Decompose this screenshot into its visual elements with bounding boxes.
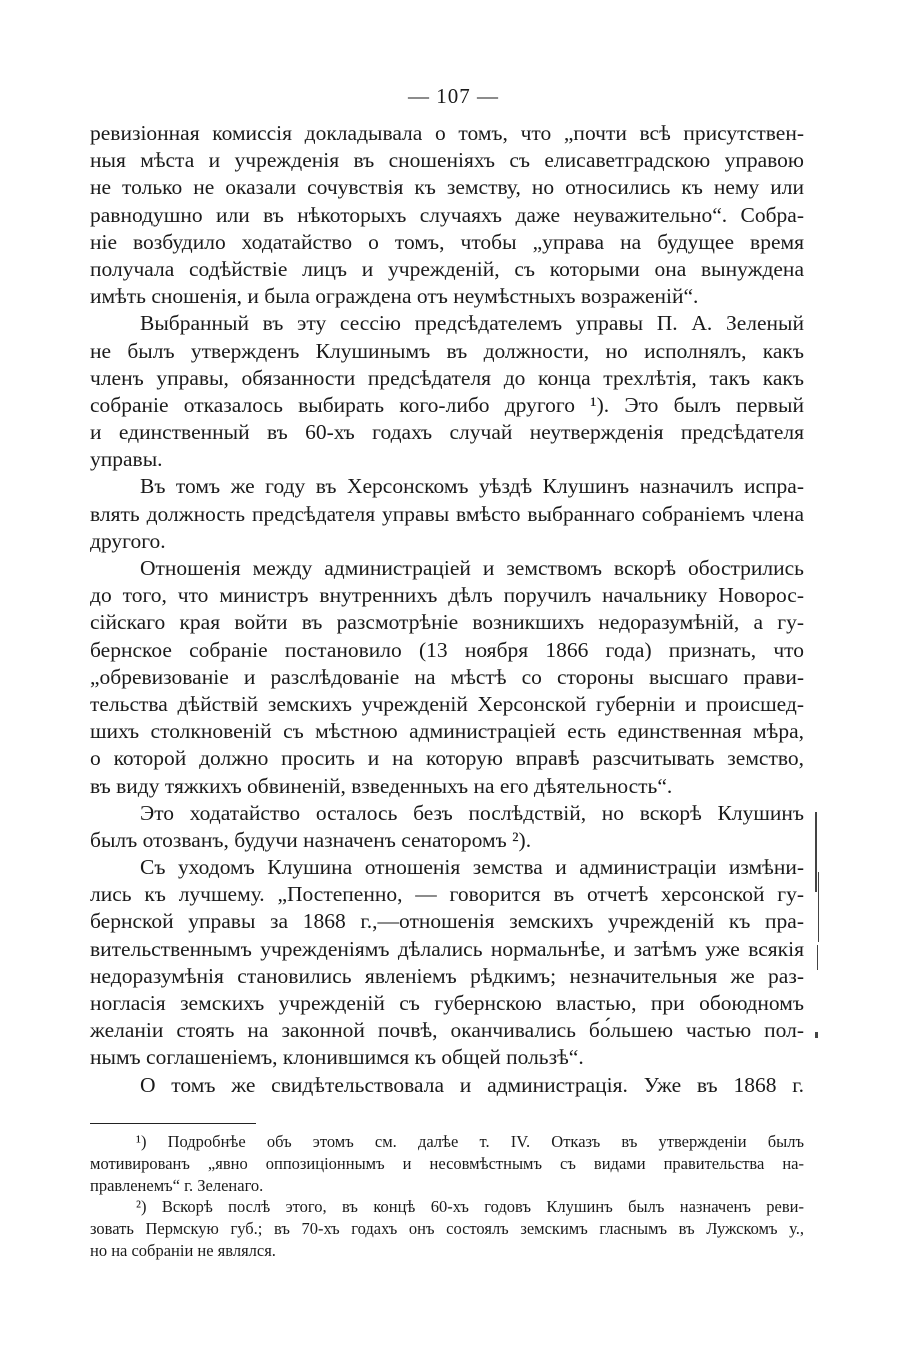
footnote-line: мотивированъ „явно оппозиціоннымъ и несовмѣстнымъ съ видами правительства на- <box>90 1153 804 1173</box>
text-line: ніе возбудило ходатайство о томъ, чтобы „управа на будущее время <box>90 229 804 254</box>
text-line: не былъ утвержденъ Клушинымъ въ должности, но исполнялъ, какъ <box>90 338 804 363</box>
text-line: и единственный въ 60-хъ годахъ случай неутвержденія предсѣдателя <box>90 420 804 445</box>
text-line: бернское собраніе постановило (13 ноября 1866 года) признать, что <box>90 637 804 662</box>
text-line: влять должность предсѣдателя управы вмѣсто выбраннаго собраніемъ члена <box>90 501 804 526</box>
text-line: ревизіонная комиссія докладывала о томъ, что „почти всѣ присутствен- <box>90 121 804 145</box>
text-line: бернской управы за 1868 г.,—отношенія земскихъ учрежденій къ пра- <box>90 909 804 934</box>
text-line: недоразумѣнія становились явленіемъ рѣдкимъ; незначительныя же раз- <box>90 963 804 988</box>
text-line: шихъ столкновеній съ мѣстною администраціей есть единственная мѣра, <box>90 719 804 744</box>
text-line: тельства дѣйствій земскихъ учрежденій Херсонской губерніи и происшед- <box>90 691 804 716</box>
footnote-line: ¹) Подробнѣе объ этомъ см. далѣе т. IV. Отказъ въ утвержденіи былъ <box>136 1132 804 1151</box>
text-line: собраніе отказалось выбирать кого-либо другого ¹). Это былъ первый <box>90 392 804 417</box>
text-line: нымъ соглашеніемъ, клонившимся къ общей пользѣ“. <box>90 1045 584 1070</box>
text-line: управы. <box>90 447 163 472</box>
text-line: членъ управы, обязанности предсѣдателя до конца трехлѣтія, такъ какъ <box>90 365 804 390</box>
text-line: въ виду тяжкихъ обвиненій, взведенныхъ на его дѣятельность“. <box>90 773 673 798</box>
footnote-line: зовать Пермскую губ.; въ 70-хъ годахъ онъ состоялъ земскимъ гласнымъ въ Лужскомъ у., <box>90 1219 804 1239</box>
margin-mark <box>815 1032 818 1038</box>
text-line: Это ходатайство осталось безъ послѣдствій, но вскорѣ Клушинъ <box>140 800 804 825</box>
margin-mark <box>815 812 817 892</box>
text-line: вительственнымъ учрежденіямъ дѣлались нормальнѣе, и затѣмъ уже всякія <box>90 936 804 961</box>
footnote-line: ²) Вскорѣ послѣ этого, въ концѣ 60-хъ годовъ Клушинъ былъ назначенъ реви- <box>136 1197 804 1217</box>
text-line: Съ уходомъ Клушина отношенія земства и администраціи измѣни- <box>140 855 804 880</box>
text-line: Въ томъ же году въ Херсонскомъ уѣздѣ Клушинъ назначилъ испра- <box>140 474 804 499</box>
text-line: былъ отозванъ, будучи назначенъ сенаторомъ ²). <box>90 827 532 852</box>
text-line: до того, что министръ внутреннихъ дѣлъ поручилъ начальнику Новорос- <box>90 583 804 608</box>
text-line: сійскаго края войти въ разсмотрѣніе возникшихъ недоразумѣній, а гу- <box>90 610 804 635</box>
text-line: ныя мѣста и учрежденія въ сношеніяхъ съ елисаветградскою управою <box>90 148 804 173</box>
text-line: ногласія земскихъ учрежденій съ губернскою властью, при обоюдномъ <box>90 991 804 1015</box>
text-line: Отношенія между администраціей и земствомъ вскорѣ обострились <box>140 556 804 580</box>
text-line: равнодушно или въ нѣкоторыхъ случаяхъ даже неуважительно“. Собра- <box>90 202 804 227</box>
text-line: Выбранный въ эту сессію предсѣдателемъ управы П. А. Зеленый <box>140 311 804 336</box>
margin-mark <box>817 945 818 970</box>
text-line: о которой должно просить и на которую вправѣ разсчитывать земство, <box>90 746 804 771</box>
text-line: другого. <box>90 528 166 553</box>
text-line: имѣть сношенія, и была ограждена отъ неумѣстныхъ возраженій“. <box>90 284 699 309</box>
page-number: — 107 — <box>408 84 499 108</box>
text-line: лись къ лучшему. „Постепенно, — говорится въ отчетѣ херсонской гу- <box>90 882 804 907</box>
text-line: получала содѣйствіе лицъ и учрежденій, съ которыми она вынуждена <box>90 256 804 281</box>
footnote-line: но на собраніи не являлся. <box>90 1240 276 1260</box>
text-line: „обревизованіе и разслѣдованіе на мѣстѣ со стороны высшаго прави- <box>90 664 804 689</box>
margin-mark <box>818 872 819 942</box>
footnotes <box>90 1131 804 1262</box>
text-line: желаніи стоять на законной почвѣ, оканчивались бо́льшею частью пол- <box>90 1018 804 1043</box>
body-text <box>90 120 804 1099</box>
footnote-separator <box>90 1123 256 1124</box>
footnote-line: правленемъ“ г. Зеленаго. <box>90 1175 264 1195</box>
text-line: О томъ же свидѣтельствовала и администрація. Уже въ 1868 г. <box>140 1072 804 1097</box>
text-line: не только не оказали сочувствія къ земству, но относились къ нему или <box>90 175 804 200</box>
